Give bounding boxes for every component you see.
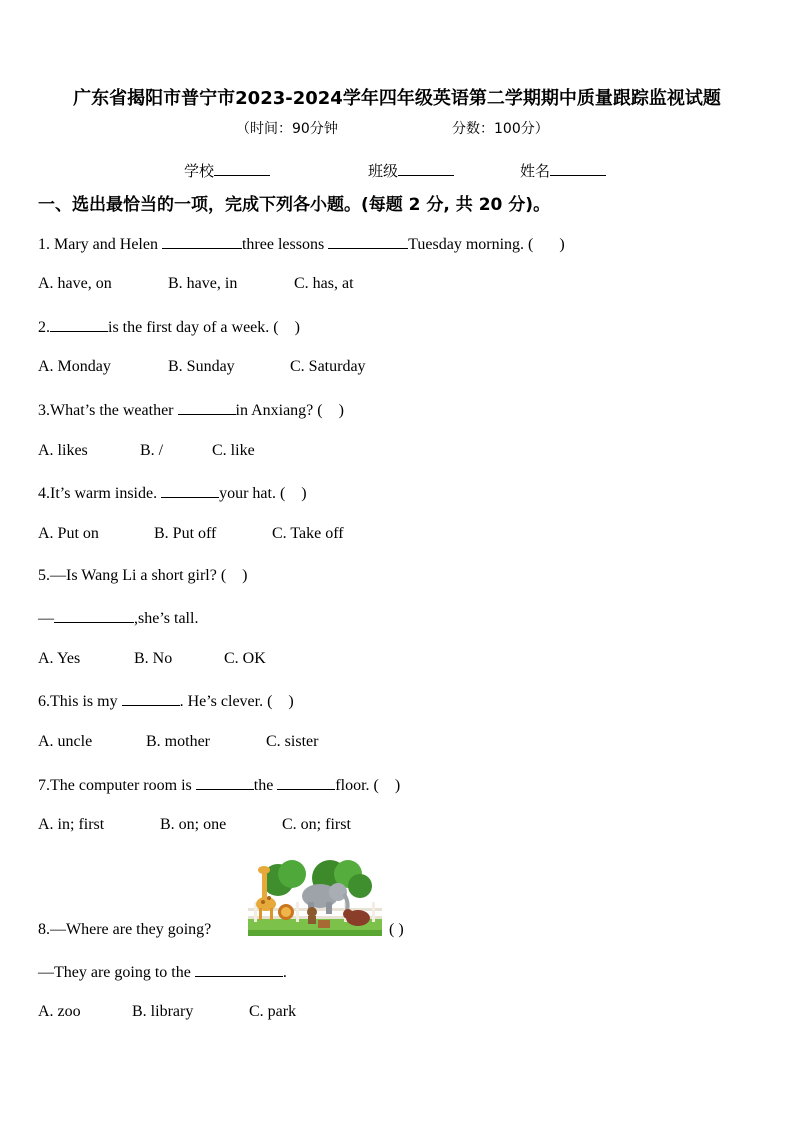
question-2: 2. is the first day of a week. ( ) bbox=[38, 319, 300, 336]
blank bbox=[195, 962, 283, 977]
q5-option-a: A. Yes bbox=[38, 650, 81, 667]
q2-option-c: C. Saturday bbox=[290, 358, 366, 375]
q7-option-a: A. in; first bbox=[38, 816, 105, 833]
name-blank bbox=[550, 161, 606, 176]
question-4: 4.It’s warm inside. your hat. ( ) bbox=[38, 485, 307, 502]
blank bbox=[50, 317, 108, 332]
q4-option-c: C. Take off bbox=[272, 525, 344, 542]
question-5-answer: — ,she’s tall. bbox=[38, 610, 199, 627]
blank bbox=[54, 608, 134, 623]
q1-option-b: B. have, in bbox=[168, 275, 238, 292]
exam-time: （时间：90分钟 bbox=[236, 121, 338, 137]
question-8-answer: —They are going to the . bbox=[38, 964, 287, 981]
blank bbox=[162, 234, 242, 249]
q6-option-c: C. sister bbox=[266, 733, 319, 750]
question-8: 8.—Where are they going? bbox=[38, 921, 212, 938]
name-field bbox=[520, 160, 606, 181]
q2-option-a: A. Monday bbox=[38, 358, 111, 375]
q7-option-b: B. on; one bbox=[160, 816, 227, 833]
exam-title: 广东省揭阳市普宁市2023-2024学年四年级英语第二学期期中质量跟踪监视试题 bbox=[73, 88, 721, 109]
q7-option-c: C. on; first bbox=[282, 816, 351, 833]
q4-option-b: B. Put off bbox=[154, 525, 217, 542]
blank bbox=[178, 400, 236, 415]
q5-option-c: C. OK bbox=[224, 650, 266, 667]
exam-score: 分数：100分） bbox=[452, 121, 549, 137]
q3-option-a: A. likes bbox=[38, 442, 88, 459]
blank bbox=[328, 234, 408, 249]
question-3: 3.What’s the weather in Anxiang? ( ) bbox=[38, 402, 344, 419]
q4-option-a: A. Put on bbox=[38, 525, 99, 542]
blank bbox=[277, 775, 335, 790]
question-1: 1. Mary and Helen three lessons Tuesday morning. ( ) bbox=[38, 236, 565, 253]
class-blank bbox=[398, 161, 454, 176]
q8-option-a: A. zoo bbox=[38, 1003, 81, 1020]
class-field bbox=[368, 160, 454, 181]
question-7: 7.The computer room is the floor. ( ) bbox=[38, 777, 401, 794]
question-5: 5.—Is Wang Li a short girl? ( ) bbox=[38, 567, 248, 584]
q2-option-b: B. Sunday bbox=[168, 358, 235, 375]
school-label: 学校 bbox=[184, 162, 215, 180]
blank bbox=[122, 691, 180, 706]
q3-option-c: C. like bbox=[212, 442, 255, 459]
zoo-animals-image bbox=[248, 858, 382, 936]
q5-option-b: B. No bbox=[134, 650, 173, 667]
q8-option-c: C. park bbox=[249, 1003, 297, 1020]
blank bbox=[161, 483, 219, 498]
blank bbox=[196, 775, 254, 790]
section-heading: 一、选出最恰当的一项，完成下列各小题。(每题 2 分, 共 20 分)。 bbox=[38, 195, 551, 215]
q6-option-b: B. mother bbox=[146, 733, 210, 750]
question-6: 6.This is my . He’s clever. ( ) bbox=[38, 693, 294, 710]
q8-option-b: B. library bbox=[132, 1003, 194, 1020]
q1-option-c: C. has, at bbox=[294, 275, 354, 292]
class-label: 班级 bbox=[368, 162, 399, 180]
q6-option-a: A. uncle bbox=[38, 733, 93, 750]
q1-option-a: A. have, on bbox=[38, 275, 112, 292]
question-8-bracket: ( ) bbox=[389, 921, 404, 938]
school-field bbox=[184, 160, 270, 181]
school-blank bbox=[214, 161, 270, 176]
q3-option-b: B. / bbox=[140, 442, 164, 459]
name-label: 姓名 bbox=[520, 162, 551, 180]
